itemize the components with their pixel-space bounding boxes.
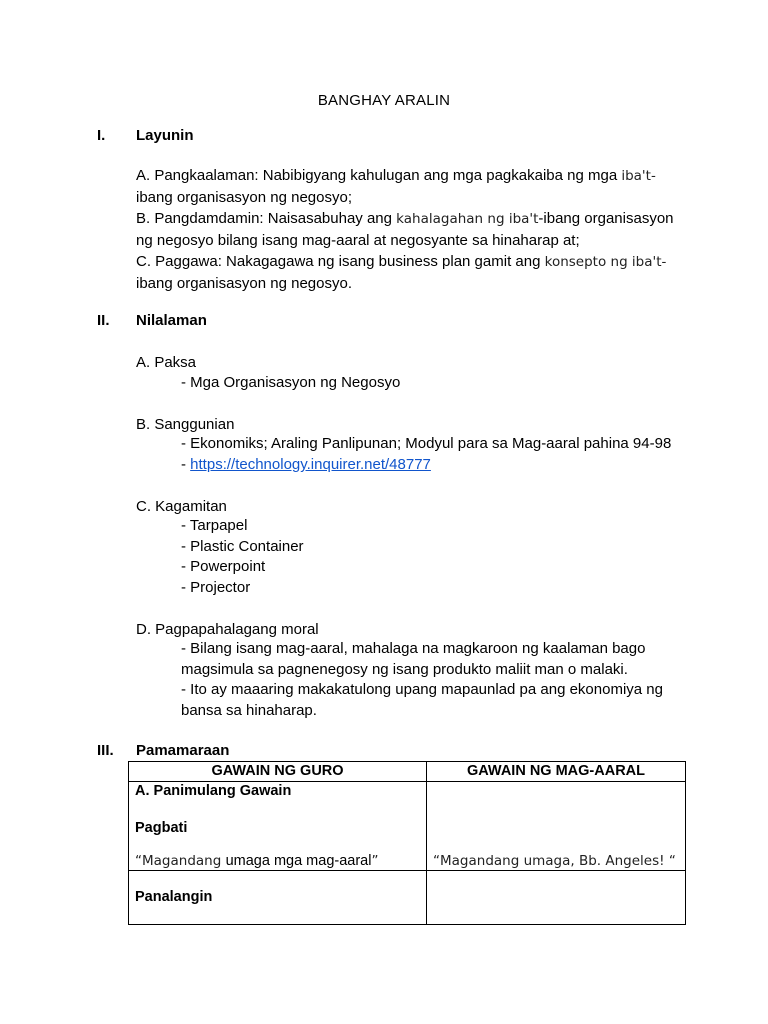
kagamitan-label: C. Kagamitan — [136, 498, 227, 515]
objective-a-line2: ibang organisasyon ng negosyo; — [136, 189, 352, 206]
kagamitan-list — [181, 516, 701, 598]
objective-c-line2: ibang organisasyon ng negosyo. — [136, 275, 352, 292]
objective-b-line1: B. Pangdamdamin: Naisasabuhay ang kahalagahan ng iba't-ibang organisasyon — [136, 210, 674, 227]
sanggunian-item-2: - https://technology.inquirer.net/48777 — [181, 456, 431, 473]
moral-line-4: bansa sa hinaharap. — [181, 701, 317, 719]
table-row — [129, 871, 686, 925]
sanggunian-item-1: - Ekonomiks; Araling Panlipunan; Modyul para sa Mag-aaral pahina 94-98 — [181, 435, 672, 452]
section-1-title: Layunin — [136, 127, 194, 144]
list-item: - Tarpapel — [181, 517, 248, 534]
row-heading: A. Panimulang Gawain — [135, 783, 292, 799]
student-cell-prayer — [427, 871, 686, 925]
section-1-number: I. — [97, 127, 106, 144]
section-3-title: Pamamaraan — [136, 742, 230, 759]
section-3-number: III. — [97, 742, 114, 759]
paksa-label: A. Paksa — [136, 354, 197, 371]
sanggunian-label: B. Sanggunian — [136, 416, 235, 433]
moral-text — [181, 639, 701, 721]
table-header-row — [129, 762, 686, 782]
list-item: - Projector — [181, 578, 251, 596]
table-row — [129, 782, 686, 871]
row-subheading: Pagbati — [135, 820, 188, 836]
objective-b-line2: ng negosyo bilang isang mag-aaral at negosyante sa hinaharap at; — [136, 232, 580, 249]
student-quote: “Magandang umaga, Bb. Angeles! “ — [433, 853, 676, 869]
objective-a-line1: A. Pangkaalaman: Nabibigyang kahulugan ang mga pagkakaiba ng mga iba't- — [136, 167, 656, 184]
section-2-number: II. — [97, 312, 110, 329]
column-header-student: GAWAIN NG MAG-AARAL — [427, 762, 686, 782]
student-cell-greeting — [427, 782, 686, 871]
document-title: BANGHAY ARALIN — [317, 92, 451, 109]
teacher-cell-prayer — [129, 871, 427, 925]
teacher-cell-greeting — [129, 782, 427, 871]
teacher-quote: “Magandang umaga mga mag-aaral” — [135, 853, 379, 869]
objective-c-line1: C. Paggawa: Nakagagawa ng isang business plan gamit ang konsepto ng iba't- — [136, 253, 667, 270]
row-heading: Panalangin — [135, 889, 213, 905]
objective-a — [136, 165, 696, 294]
procedure-table — [128, 761, 686, 925]
list-item: - Powerpoint — [181, 558, 266, 575]
paksa-item: - Mga Organisasyon ng Negosyo — [181, 374, 401, 391]
column-header-teacher: GAWAIN NG GURO — [129, 762, 427, 782]
moral-line-1: - Bilang isang mag-aaral, mahalaga na magkaroon ng kaalaman bago — [181, 640, 646, 657]
moral-line-3: - Ito ay maaaring makakatulong upang mapaunlad pa ang ekonomiya ng — [181, 681, 663, 698]
list-item: - Plastic Container — [181, 537, 304, 555]
section-2-title: Nilalaman — [136, 312, 207, 329]
moral-label: D. Pagpapahalagang moral — [136, 621, 319, 638]
reference-link[interactable]: https://technology.inquirer.net/48777 — [190, 456, 431, 473]
moral-line-2: magsimula sa pagnenegosy ng isang produkto maliit man o malaki. — [181, 660, 628, 678]
